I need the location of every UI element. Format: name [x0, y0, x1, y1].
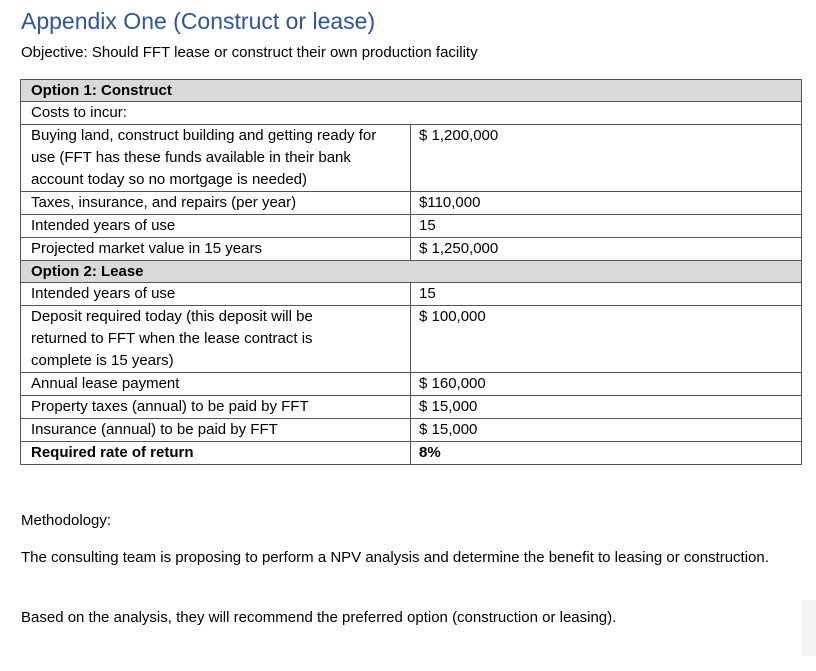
table-row	[21, 283, 802, 306]
table-row	[21, 238, 802, 261]
page-title: Appendix One (Construct or lease)	[21, 8, 376, 34]
row-label: Buying land, construct building and getting ready for use (FFT has these funds available in their bank account today so no mortgage is needed)	[21, 125, 411, 192]
table-row	[21, 373, 802, 396]
recommendation-text: Based on the analysis, they will recommend the preferred option (construction or leasing).	[21, 609, 617, 626]
row-label: Taxes, insurance, and repairs (per year)	[21, 192, 411, 215]
rate-row	[21, 442, 802, 465]
table-row	[21, 306, 802, 373]
table-row	[21, 192, 802, 215]
option2-header-row	[21, 261, 802, 283]
rate-value: 8%	[411, 442, 802, 465]
row-label: Annual lease payment	[21, 373, 411, 396]
row-value: $ 15,000	[411, 396, 802, 419]
rate-label: Required rate of return	[21, 442, 411, 465]
option1-header: Option 1: Construct	[21, 80, 802, 102]
row-label: Projected market value in 15 years	[21, 238, 411, 261]
row-value: 15	[411, 215, 802, 238]
option1-header-row	[21, 80, 802, 102]
row-value: $ 160,000	[411, 373, 802, 396]
row-label: Insurance (annual) to be paid by FFT	[21, 419, 411, 442]
row-value: $ 1,250,000	[411, 238, 802, 261]
row-label: Intended years of use	[21, 283, 411, 306]
row-value: $110,000	[411, 192, 802, 215]
row-value: $ 15,000	[411, 419, 802, 442]
row-label: Intended years of use	[21, 215, 411, 238]
row-label: Property taxes (annual) to be paid by FFT	[21, 396, 411, 419]
table-row	[21, 419, 802, 442]
table-row	[21, 125, 802, 192]
scrollbar-track[interactable]	[802, 600, 816, 656]
row-value: $ 100,000	[411, 306, 802, 373]
table-row	[21, 396, 802, 419]
costs-label: Costs to incur:	[21, 102, 802, 125]
objective-text: Objective: Should FFT lease or construct their own production facility	[21, 44, 478, 61]
option2-header: Option 2: Lease	[21, 261, 802, 283]
row-value: $ 1,200,000	[411, 125, 802, 192]
table-row	[21, 215, 802, 238]
costs-label-row	[21, 102, 802, 125]
methodology-text: The consulting team is proposing to perform a NPV analysis and determine the benefit to leasing or construction.	[21, 549, 769, 566]
methodology-label: Methodology:	[21, 512, 112, 529]
row-value: 15	[411, 283, 802, 306]
comparison-table	[20, 79, 802, 465]
row-label: Deposit required today (this deposit will be returned to FFT when the lease contract is complete is 15 years)	[21, 306, 411, 373]
